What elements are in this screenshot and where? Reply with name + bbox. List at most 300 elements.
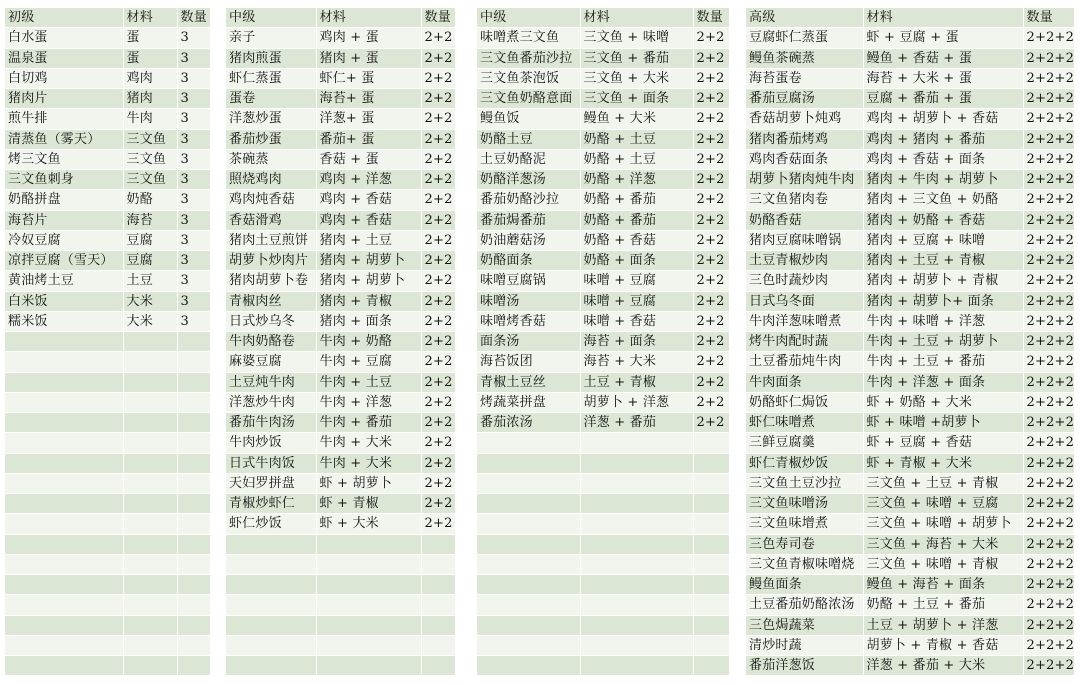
ingredients-cell: 味噌 + 香菇: [580, 311, 693, 331]
ingredients-cell: [123, 595, 177, 615]
ingredients-cell: 海苔: [123, 210, 177, 230]
dish-cell: [5, 615, 123, 635]
dish-cell: 三文鱼猪肉卷: [746, 190, 863, 210]
quantity-cell: [177, 372, 210, 392]
quantity-cell: 2+2: [693, 28, 729, 48]
dish-cell: 鳗鱼茶碗蒸: [746, 48, 863, 68]
quantity-cell: 3: [177, 210, 210, 230]
table-row: [477, 109, 729, 129]
table-row: [5, 291, 210, 311]
dish-cell: 煎牛排: [5, 109, 123, 129]
quantity-cell: 2+2: [421, 109, 455, 129]
quantity-cell: 2+2+2: [1023, 332, 1074, 352]
dish-cell: 土豆奶酪泥: [477, 149, 580, 169]
dish-cell: [226, 635, 316, 655]
ingredients-cell: [580, 453, 693, 473]
table-row: [746, 575, 1074, 595]
ingredients-cell: [580, 656, 693, 676]
table-row: [226, 473, 455, 493]
ingredients-cell: 鳗鱼 + 海苔 + 面条: [863, 575, 1023, 595]
table-row: [477, 28, 729, 48]
ingredients-cell: 味噌 + 豆腐: [580, 291, 693, 311]
table-row: [477, 68, 729, 88]
ingredients-cell: 猪肉 + 牛肉 + 胡萝卜: [863, 170, 1023, 190]
table-row: [477, 372, 729, 392]
dish-cell: 亲子: [226, 28, 316, 48]
ingredients-cell: [316, 635, 421, 655]
quantity-cell: 3: [177, 251, 210, 271]
quantity-cell: [693, 453, 729, 473]
quantity-cell: 2+2+2: [1023, 494, 1074, 514]
ingredients-cell: [123, 413, 177, 433]
ingredients-cell: 鳗鱼 + 大米: [580, 109, 693, 129]
quantity-cell: 2+2: [421, 291, 455, 311]
table-row: [226, 453, 455, 473]
dish-cell: 奶油蘑菇汤: [477, 230, 580, 250]
ingredients-cell: 三文鱼: [123, 129, 177, 149]
recipe-table-advanced: [746, 8, 1074, 676]
quantity-cell: 3: [177, 230, 210, 250]
ingredients-cell: 鸡肉 + 香菇: [316, 210, 421, 230]
dish-cell: [5, 473, 123, 493]
dish-cell: 番茄牛肉汤: [226, 413, 316, 433]
table-header-row: [226, 8, 455, 28]
ingredients-cell: [580, 615, 693, 635]
quantity-cell: 2+2: [421, 170, 455, 190]
quantity-cell: [693, 534, 729, 554]
table-row: [746, 48, 1074, 68]
dish-cell: 猪肉番茄烤鸡: [746, 129, 863, 149]
quantity-cell: 3: [177, 311, 210, 331]
empty-row: [5, 392, 210, 412]
ingredients-cell: 虾 + 大米: [316, 514, 421, 534]
ingredients-cell: 牛肉 + 番茄: [316, 413, 421, 433]
dish-cell: 天妇罗拼盘: [226, 473, 316, 493]
dish-cell: 青椒肉丝: [226, 291, 316, 311]
empty-row: [226, 635, 455, 655]
ingredients-cell: 牛肉 + 土豆 + 番茄: [863, 352, 1023, 372]
table-row: [746, 554, 1074, 574]
dish-cell: 三文鱼番茄沙拉: [477, 48, 580, 68]
ingredients-cell: 奶酪 + 土豆: [580, 149, 693, 169]
ingredients-cell: [316, 554, 421, 574]
ingredients-cell: 奶酪: [123, 190, 177, 210]
ingredients-cell: 豆腐: [123, 230, 177, 250]
ingredients-cell: 猪肉 + 蛋: [316, 48, 421, 68]
quantity-cell: 2+2+2: [1023, 210, 1074, 230]
table-row: [226, 494, 455, 514]
quantity-cell: 2+2+2: [1023, 656, 1074, 676]
quantity-cell: 2+2+2: [1023, 575, 1074, 595]
ingredients-cell: 鳗鱼 + 香菇 + 蛋: [863, 48, 1023, 68]
table-row: [746, 352, 1074, 372]
dish-cell: 虾仁青椒炒饭: [746, 453, 863, 473]
quantity-cell: [177, 635, 210, 655]
dish-cell: [5, 372, 123, 392]
dish-cell: 三色寿司卷: [746, 534, 863, 554]
dish-cell: [477, 554, 580, 574]
dish-cell: 麻婆豆腐: [226, 352, 316, 372]
table-row: [746, 635, 1074, 655]
table-row: [5, 28, 210, 48]
dish-cell: 烤蔬菜拼盘: [477, 392, 580, 412]
quantity-cell: [421, 615, 455, 635]
table-row: [226, 210, 455, 230]
ingredients-cell: 鸡肉 + 香菇 + 面条: [863, 149, 1023, 169]
ingredients-cell: 海苔 + 大米: [580, 352, 693, 372]
dish-cell: 牛肉洋葱味噌煮: [746, 311, 863, 331]
quantity-cell: [693, 595, 729, 615]
table-row: [746, 311, 1074, 331]
dish-cell: 三文鱼土豆沙拉: [746, 473, 863, 493]
quantity-cell: 2+2+2: [1023, 453, 1074, 473]
table-row: [746, 149, 1074, 169]
dish-cell: 日式牛肉饭: [226, 453, 316, 473]
dish-cell: 胡萝卜猪肉炖牛肉: [746, 170, 863, 190]
dish-cell: 烤三文鱼: [5, 149, 123, 169]
ingredients-cell: [580, 635, 693, 655]
dish-cell: [477, 615, 580, 635]
quantity-cell: 2+2: [693, 332, 729, 352]
quantity-cell: 2+2: [421, 28, 455, 48]
dish-cell: 黄油烤土豆: [5, 271, 123, 291]
ingredients-cell: 猪肉 + 奶酪 + 香菇: [863, 210, 1023, 230]
dish-cell: [226, 656, 316, 676]
dish-cell: [5, 494, 123, 514]
table-row: [226, 28, 455, 48]
quantity-cell: 2+2: [693, 413, 729, 433]
ingredients-cell: [123, 392, 177, 412]
ingredients-cell: 猪肉 + 胡萝卜: [316, 251, 421, 271]
ingredients-cell: 奶酪 + 土豆 + 番茄: [863, 595, 1023, 615]
ingredients-cell: 猪肉 + 青椒: [316, 291, 421, 311]
empty-row: [477, 473, 729, 493]
quantity-cell: 数量: [421, 8, 455, 28]
table-row: [5, 251, 210, 271]
quantity-cell: 2+2+2: [1023, 149, 1074, 169]
ingredients-cell: 三文鱼 + 味噌 + 豆腐: [863, 494, 1023, 514]
dish-cell: [226, 554, 316, 574]
ingredients-cell: 牛肉 + 豆腐: [316, 352, 421, 372]
table-row: [746, 170, 1074, 190]
quantity-cell: 2+2+2: [1023, 554, 1074, 574]
quantity-cell: 2+2+2: [1023, 109, 1074, 129]
empty-row: [226, 615, 455, 635]
table-row: [5, 210, 210, 230]
ingredients-cell: 牛肉 + 大米: [316, 453, 421, 473]
table-row: [226, 89, 455, 109]
table-row: [746, 271, 1074, 291]
table-row: [746, 332, 1074, 352]
quantity-cell: 2+2: [693, 230, 729, 250]
quantity-cell: 3: [177, 89, 210, 109]
ingredients-cell: [316, 656, 421, 676]
dish-cell: 味噌烤香菇: [477, 311, 580, 331]
ingredients-cell: 鸡肉: [123, 68, 177, 88]
table-row: [5, 48, 210, 68]
table-row: [746, 656, 1074, 676]
empty-row: [5, 352, 210, 372]
ingredients-cell: 牛肉 + 奶酪: [316, 332, 421, 352]
dish-cell: 香菇胡萝卜炖鸡: [746, 109, 863, 129]
ingredients-cell: 鸡肉 + 蛋: [316, 28, 421, 48]
dish-cell: 三鲜豆腐羹: [746, 433, 863, 453]
quantity-cell: 2+2: [421, 89, 455, 109]
dish-cell: 鳗鱼面条: [746, 575, 863, 595]
dish-cell: [477, 514, 580, 534]
empty-row: [477, 635, 729, 655]
ingredients-cell: 番茄+ 蛋: [316, 129, 421, 149]
table-row: [746, 473, 1074, 493]
table-row: [746, 372, 1074, 392]
quantity-cell: [177, 352, 210, 372]
ingredients-cell: [123, 473, 177, 493]
ingredients-cell: 材料: [123, 8, 177, 28]
quantity-cell: 2+2: [421, 473, 455, 493]
empty-row: [5, 413, 210, 433]
dish-cell: [477, 453, 580, 473]
dish-cell: 面条汤: [477, 332, 580, 352]
ingredients-cell: 奶酪 + 面条: [580, 251, 693, 271]
quantity-cell: [421, 534, 455, 554]
dish-cell: [226, 615, 316, 635]
table-row: [5, 109, 210, 129]
table-row: [746, 433, 1074, 453]
quantity-cell: [177, 413, 210, 433]
dish-cell: 土豆番茄奶酪浓汤: [746, 595, 863, 615]
quantity-cell: 2+2: [421, 332, 455, 352]
dish-cell: 三文鱼茶泡饭: [477, 68, 580, 88]
recipe-table-beginner: [5, 8, 210, 676]
dish-cell: 豆腐虾仁蒸蛋: [746, 28, 863, 48]
ingredients-cell: 猪肉 + 面条: [316, 311, 421, 331]
recipe-table-intermediate-1: [226, 8, 455, 676]
quantity-cell: 2+2+2: [1023, 595, 1074, 615]
empty-row: [226, 595, 455, 615]
empty-row: [5, 494, 210, 514]
quantity-cell: 数量: [1023, 8, 1074, 28]
quantity-cell: [421, 575, 455, 595]
ingredients-cell: 猪肉 + 土豆 + 青椒: [863, 251, 1023, 271]
ingredients-cell: 香菇 + 蛋: [316, 149, 421, 169]
quantity-cell: 2+2+2: [1023, 89, 1074, 109]
ingredients-cell: 虾 + 奶酪 + 大米: [863, 392, 1023, 412]
dish-cell: [226, 534, 316, 554]
ingredients-cell: [580, 514, 693, 534]
dish-cell: [5, 595, 123, 615]
dish-cell: 温泉蛋: [5, 48, 123, 68]
table-row: [477, 210, 729, 230]
quantity-cell: 2+2: [421, 392, 455, 412]
quantity-cell: 数量: [693, 8, 729, 28]
ingredients-cell: 牛肉 + 味噌 + 洋葱: [863, 311, 1023, 331]
table-row: [746, 129, 1074, 149]
quantity-cell: 3: [177, 291, 210, 311]
quantity-cell: 2+2+2: [1023, 413, 1074, 433]
quantity-cell: [177, 656, 210, 676]
quantity-cell: [177, 473, 210, 493]
ingredients-cell: [580, 534, 693, 554]
ingredients-cell: 蛋: [123, 28, 177, 48]
quantity-cell: [177, 575, 210, 595]
quantity-cell: [693, 514, 729, 534]
ingredients-cell: 鸡肉 + 香菇: [316, 190, 421, 210]
dish-cell: [5, 514, 123, 534]
quantity-cell: 2+2+2: [1023, 271, 1074, 291]
dish-cell: [5, 352, 123, 372]
ingredients-cell: [316, 534, 421, 554]
ingredients-cell: [123, 514, 177, 534]
dish-cell: 茶碗蒸: [226, 149, 316, 169]
empty-row: [226, 534, 455, 554]
quantity-cell: 2+2: [693, 149, 729, 169]
table-row: [226, 129, 455, 149]
ingredients-cell: [123, 656, 177, 676]
dish-cell: 洋葱炒蛋: [226, 109, 316, 129]
dish-cell: 奶酪拼盘: [5, 190, 123, 210]
dish-cell: 三文鱼味增煮: [746, 514, 863, 534]
dish-cell: 初级: [5, 8, 123, 28]
empty-row: [5, 595, 210, 615]
quantity-cell: [693, 635, 729, 655]
quantity-cell: 2+2: [421, 433, 455, 453]
quantity-cell: 2+2: [693, 170, 729, 190]
dish-cell: 清蒸鱼（雾天）: [5, 129, 123, 149]
quantity-cell: 2+2+2: [1023, 190, 1074, 210]
ingredients-cell: 土豆 + 青椒: [580, 372, 693, 392]
table-row: [226, 190, 455, 210]
ingredients-cell: 奶酪 + 洋葱: [580, 170, 693, 190]
ingredients-cell: 豆腐 + 番茄 + 蛋: [863, 89, 1023, 109]
ingredients-cell: [580, 433, 693, 453]
table-row: [226, 392, 455, 412]
ingredients-cell: 洋葱 + 番茄: [580, 413, 693, 433]
empty-row: [5, 433, 210, 453]
quantity-cell: [421, 635, 455, 655]
table-row: [746, 595, 1074, 615]
dish-cell: [5, 413, 123, 433]
ingredients-cell: 牛肉 + 大米: [316, 433, 421, 453]
table-row: [226, 230, 455, 250]
ingredients-cell: [123, 635, 177, 655]
quantity-cell: 2+2+2: [1023, 311, 1074, 331]
dish-cell: [477, 473, 580, 493]
ingredients-cell: [123, 615, 177, 635]
dish-cell: 三文鱼青椒味噌烧: [746, 554, 863, 574]
ingredients-cell: 猪肉 + 三文鱼 + 奶酪: [863, 190, 1023, 210]
empty-row: [5, 514, 210, 534]
ingredients-cell: [123, 433, 177, 453]
ingredients-cell: [316, 595, 421, 615]
quantity-cell: 2+2+2: [1023, 433, 1074, 453]
quantity-cell: 2+2+2: [1023, 534, 1074, 554]
dish-cell: [477, 595, 580, 615]
quantity-cell: 2+2: [421, 311, 455, 331]
quantity-cell: [421, 554, 455, 574]
table-row: [477, 48, 729, 68]
quantity-cell: 2+2+2: [1023, 514, 1074, 534]
dish-cell: 味噌汤: [477, 291, 580, 311]
dish-cell: 虾仁蒸蛋: [226, 68, 316, 88]
quantity-cell: 2+2: [421, 352, 455, 372]
empty-row: [477, 554, 729, 574]
quantity-cell: 2+2: [693, 271, 729, 291]
quantity-cell: 2+2: [693, 352, 729, 372]
dish-cell: 海苔饭团: [477, 352, 580, 372]
quantity-cell: 2+2: [421, 251, 455, 271]
quantity-cell: 2+2: [421, 271, 455, 291]
ingredients-cell: 洋葱+ 蛋: [316, 109, 421, 129]
quantity-cell: 2+2+2: [1023, 68, 1074, 88]
table-row: [226, 332, 455, 352]
dish-cell: [477, 494, 580, 514]
table-row: [746, 453, 1074, 473]
quantity-cell: 2+2: [693, 372, 729, 392]
ingredients-cell: 虾仁+ 蛋: [316, 68, 421, 88]
dish-cell: 香菇滑鸡: [226, 210, 316, 230]
quantity-cell: 2+2: [421, 48, 455, 68]
dish-cell: 糯米饭: [5, 311, 123, 331]
ingredients-cell: 奶酪 + 香菇: [580, 230, 693, 250]
ingredients-cell: 土豆: [123, 271, 177, 291]
empty-row: [477, 494, 729, 514]
ingredients-cell: 三文鱼: [123, 149, 177, 169]
ingredients-cell: 虾 + 青椒: [316, 494, 421, 514]
ingredients-cell: 味噌 + 豆腐: [580, 271, 693, 291]
ingredients-cell: 牛肉 + 洋葱: [316, 392, 421, 412]
quantity-cell: 2+2+2: [1023, 615, 1074, 635]
ingredients-cell: 海苔 + 面条: [580, 332, 693, 352]
quantity-cell: 2+2: [421, 129, 455, 149]
quantity-cell: 2+2+2: [1023, 372, 1074, 392]
ingredients-cell: 材料: [863, 8, 1023, 28]
ingredients-cell: 猪肉 + 土豆: [316, 230, 421, 250]
dish-cell: 味噌煮三文鱼: [477, 28, 580, 48]
ingredients-cell: 奶酪 + 番茄: [580, 210, 693, 230]
quantity-cell: 2+2: [693, 311, 729, 331]
ingredients-cell: 海苔+ 蛋: [316, 89, 421, 109]
ingredients-cell: [123, 352, 177, 372]
table-row: [5, 271, 210, 291]
dish-cell: 海苔蛋卷: [746, 68, 863, 88]
empty-row: [226, 575, 455, 595]
table-row: [746, 210, 1074, 230]
dish-cell: 三文鱼刺身: [5, 170, 123, 190]
dish-cell: [5, 392, 123, 412]
table-row: [5, 170, 210, 190]
quantity-cell: [177, 433, 210, 453]
empty-row: [5, 635, 210, 655]
empty-row: [5, 554, 210, 574]
dish-cell: 高级: [746, 8, 863, 28]
ingredients-cell: [580, 473, 693, 493]
quantity-cell: 2+2: [693, 48, 729, 68]
ingredients-cell: 三文鱼 + 土豆 + 青椒: [863, 473, 1023, 493]
ingredients-cell: 牛肉 + 洋葱 + 面条: [863, 372, 1023, 392]
dish-cell: 味噌豆腐锅: [477, 271, 580, 291]
ingredients-cell: [123, 332, 177, 352]
quantity-cell: [177, 615, 210, 635]
quantity-cell: 2+2: [693, 129, 729, 149]
quantity-cell: 2+2+2: [1023, 635, 1074, 655]
empty-row: [477, 534, 729, 554]
dish-cell: 番茄洋葱饭: [746, 656, 863, 676]
quantity-cell: [177, 494, 210, 514]
table-row: [477, 129, 729, 149]
ingredients-cell: 海苔 + 大米 + 蛋: [863, 68, 1023, 88]
dish-cell: 奶酪土豆: [477, 129, 580, 149]
quantity-cell: 2+2+2: [1023, 28, 1074, 48]
